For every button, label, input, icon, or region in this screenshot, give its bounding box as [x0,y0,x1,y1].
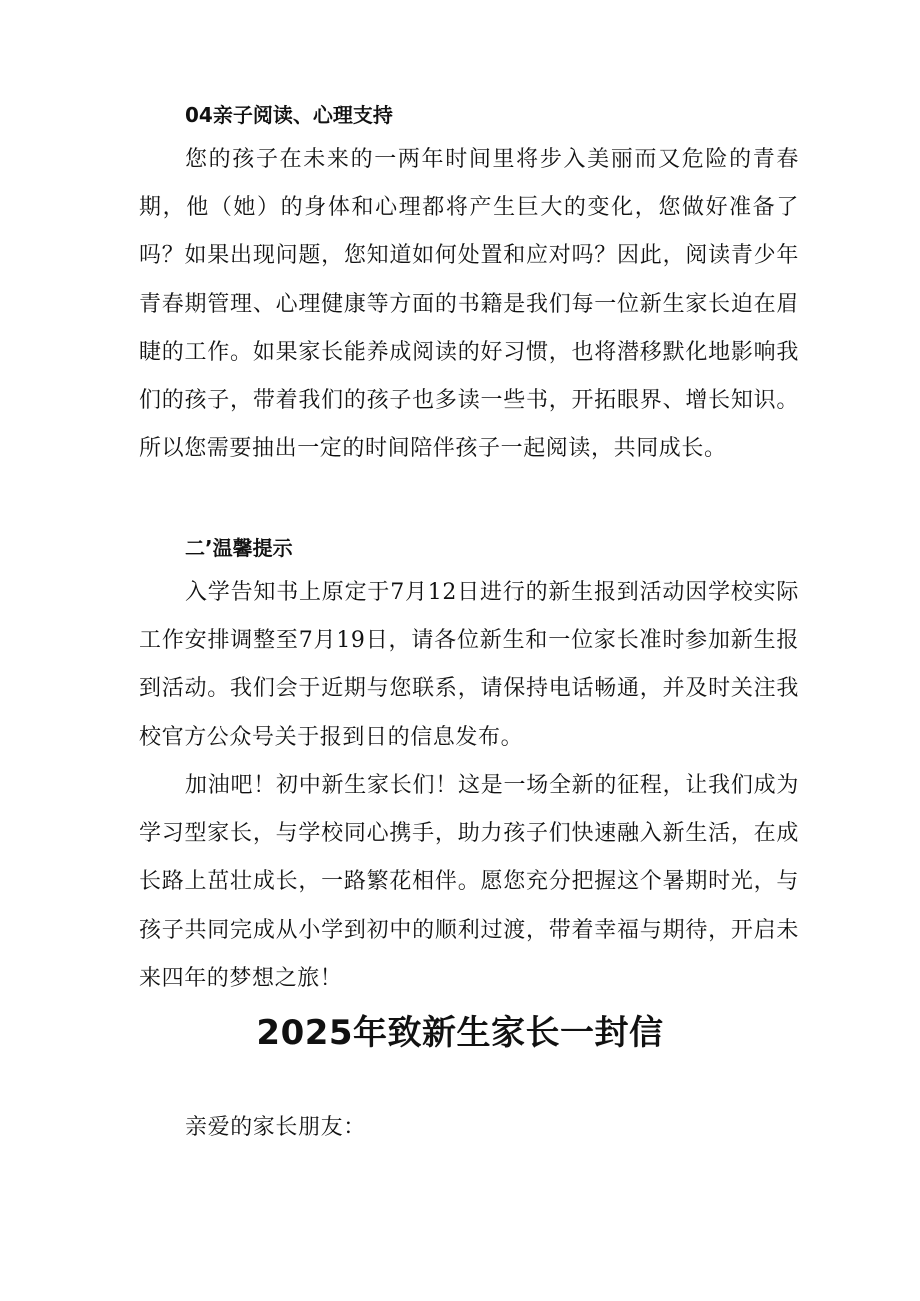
letter-salutation: 亲爱的家长朋友： [185,1115,366,1140]
letter-title: 2025年致新生家长一封信 [256,1013,664,1053]
paragraph-registration-notice: 入学告知书上原定于7月12日进行的新生报到活动因学校实际工作安排调整至7月19日，请各位新生和一位家长准时参加新生报到活动。我们会于近期与您联系，请保持电话畅通，并及时关注我校官方公众号关于报到日的信息发布。 [139,580,799,750]
paragraph-reading-support: 您的孩子在未来的一两年时间里将步入美丽而又危险的青春期，他（她）的身体和心理都将产生巨大的变化，您做好准备了吗？如果出现问题，您知道如何处置和应对吗？因此，阅读青少年青春期管理、心理健康等方面的书籍是我们每一位新生家长迫在眉睫的工作。如果家长能养成阅读的好习惯，也将潜移默化地影响我们的孩子，带着我们的孩子也多读一些书，开拓眼界、增长知识。所以您需要抽出一定的时间陪伴孩子一起阅读，共同成长。 [139,147,799,462]
section-heading-parent-child-reading: 04亲子阅读、心理支持 [185,103,393,127]
paragraph-closing-encouragement: 加油吧！初中新生家长们！这是一场全新的征程，让我们成为学习型家长，与学校同心携手，助力孩子们快速融入新生活，在成长路上茁壮成长，一路繁花相伴。愿您充分把握这个暑期时光，与孩子共同完成从小学到初中的顺利过渡，带着幸福与期待，开启未来四年的梦想之旅！ [139,773,799,991]
section-heading-warm-reminder: 二’温馨提示 [185,536,293,560]
